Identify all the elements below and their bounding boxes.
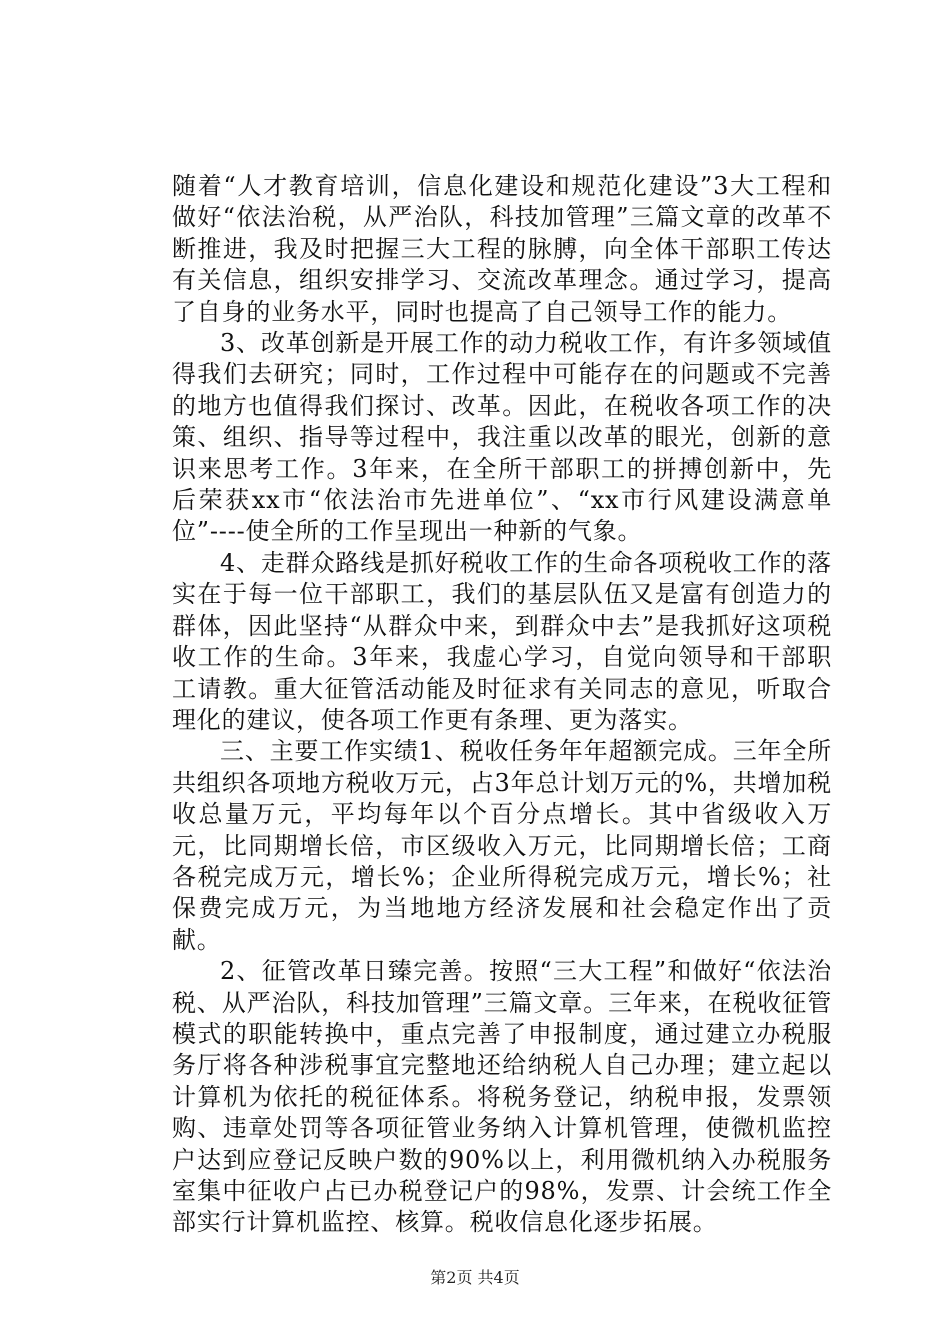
paragraph-3: 4、走群众路线是抓好税收工作的生命各项税收工作的落实在于每一位干部职工，我们的基层队伍又是富有创造力的群体，因此坚持“从群众中来，到群众中去”是我抓好这项税收工作的生命。3年来，我虚心学习，自觉向领导和干部职工请教。重大征管活动能及时征求有关同志的意见，听取合理化的建议，使各项工作更有条理、更为落实。 — [172, 548, 832, 734]
document-body — [172, 171, 832, 1239]
page-footer — [0, 1268, 950, 1288]
paragraph-1: 随着“人才教育培训，信息化建设和规范化建设”3大工程和做好“依法治税，从严治队，科技加管理”三篇文章的改革不断推进，我及时把握三大工程的脉膊，向全体干部职工传达有关信息，组织安排学习、交流改革理念。通过学习，提高了自身的业务水平，同时也提高了自己领导工作的能力。 — [172, 172, 832, 326]
paragraph-5: 2、征管改革日臻完善。按照“三大工程”和做好“依法治税、从严治队，科技加管理”三篇文章。三年来，在税收征管模式的职能转换中，重点完善了申报制度，通过建立办税服务厅将各种涉税事宜完整地还给纳税人自己办理；建立起以计算机为依托的税征体系。将税务登记，纳税申报，发票领购、违章处罚等各项征管业务纳入计算机管理，使微机监控户达到应登记反映户数的90%以上，利用微机纳入办税服务室集中征收户占已办税登记户的98%，发票、计会统工作全部实行计算机监控、核算。税收信息化逐步拓展。 — [172, 957, 832, 1237]
page-number: 第2页 共4页 — [430, 1268, 520, 1287]
paragraph-2: 3、改革创新是开展工作的动力税收工作，有许多领域值得我们去研究；同时，工作过程中可能存在的问题或不完善的地方也值得我们探讨、改革。因此，在税收各项工作的决策、组织、指导等过程中，我注重以改革的眼光，创新的意识来思考工作。3年来，在全所干部职工的拼搏创新中，先后荣获xx市“依法治市先进单位”、“xx市行风建设满意单位”----使全所的工作呈现出一种新的气象。 — [172, 329, 832, 546]
paragraph-4: 三、主要工作实绩1、税收任务年年超额完成。三年全所共组织各项地方税收万元，占3年总计划万元的%，共增加税收总量万元，平均每年以个百分点增长。其中省级收入万元，比同期增长倍，市区级收入万元，比同期增长倍；工商各税完成万元，增长%；企业所得税完成万元，增长%；社保费完成万元，为当地地方经济发展和社会稳定作出了贡献。 — [172, 737, 832, 954]
